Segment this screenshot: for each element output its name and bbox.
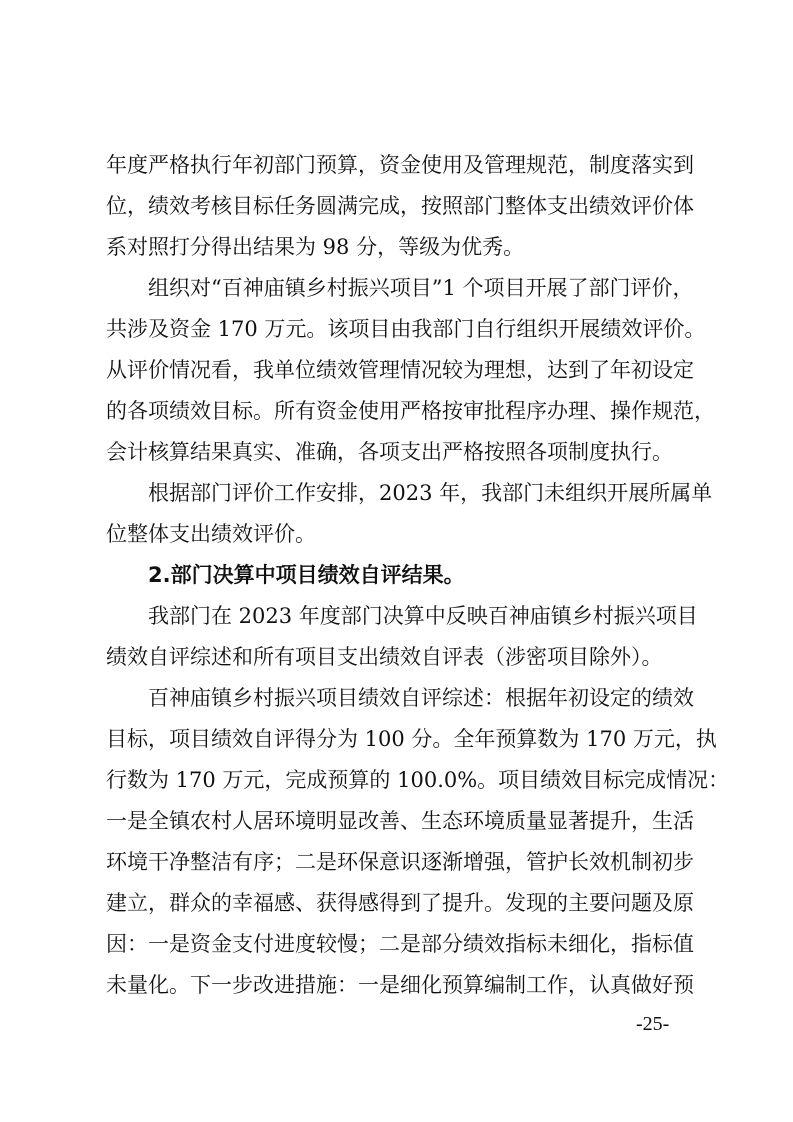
paragraph-line: 我部门在 2023 年度部门决算中反映百神庙镇乡村振兴项目 [148, 604, 698, 628]
paragraph-line: 位整体支出绩效评价。 [106, 522, 316, 546]
paragraph-line: 因：一是资金支付进度较慢；二是部分绩效指标未细化，指标值 [106, 932, 694, 956]
paragraph-line: 一是全镇农村人居环境明显改善、生态环境质量显著提升，生活 [106, 809, 694, 833]
paragraph-line: 行数为 170 万元，完成预算的 100.0%。项目绩效目标完成情况： [106, 768, 730, 792]
paragraph-line: 位，绩效考核目标任务圆满完成，按照部门整体支出绩效评价体 [106, 194, 694, 218]
paragraph-line: 的各项绩效目标。所有资金使用严格按审批程序办理、操作规范， [106, 399, 715, 423]
paragraph-line: 环境干净整洁有序；二是环保意识逐渐增强，管护长效机制初步 [106, 850, 694, 874]
paragraph-line: 系对照打分得出结果为 98 分，等级为优秀。 [106, 235, 525, 259]
paragraph-line: 建立，群众的幸福感、获得感得到了提升。发现的主要问题及原 [106, 891, 694, 915]
paragraph-line: 百神庙镇乡村振兴项目绩效自评综述：根据年初设定的绩效 [148, 686, 694, 710]
paragraph-line: 共涉及资金 170 万元。该项目由我部门自行组织开展绩效评价。 [106, 317, 706, 341]
section-heading: 2.部门决算中项目绩效自评结果。 [148, 563, 465, 587]
paragraph-line: 目标，项目绩效自评得分为 100 分。全年预算数为 170 万元，执 [106, 727, 717, 751]
paragraph-line: 根据部门评价工作安排，2023 年，我部门未组织开展所属单 [148, 481, 713, 505]
paragraph-line: 未量化。下一步改进措施：一是细化预算编制工作，认真做好预 [106, 973, 694, 997]
paragraph-line: 绩效自评综述和所有项目支出绩效自评表（涉密项目除外）。 [106, 645, 663, 669]
page-number: -25- [636, 1013, 670, 1035]
paragraph-line: 会计核算结果真实、准确，各项支出严格按照各项制度执行。 [106, 440, 673, 464]
paragraph-line: 组织对“百神庙镇乡村振兴项目”1 个项目开展了部门评价， [148, 276, 694, 300]
paragraph-line: 从评价情况看，我单位绩效管理情况较为理想，达到了年初设定 [106, 358, 694, 382]
paragraph-line: 年度严格执行年初部门预算，资金使用及管理规范，制度落实到 [106, 153, 694, 177]
